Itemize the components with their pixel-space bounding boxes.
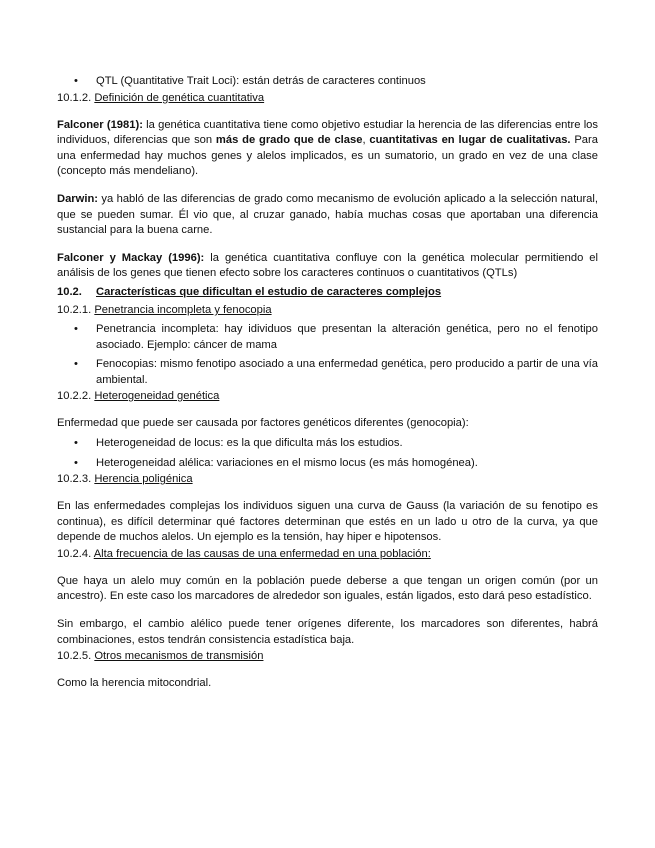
section-number: 10.2.3.	[57, 473, 92, 486]
section-number: 10.2.4.	[57, 547, 92, 560]
penetrance-list	[57, 322, 598, 388]
bullet-icon: •	[74, 75, 78, 87]
author-label: Darwin:	[57, 192, 99, 205]
frequency-paragraph-1: Que haya un alelo muy común en la población puede deberse a que tengan un origen común (por un ancestro). En este caso los marcadores de alrededor son iguales, están ligados, esto dará peso estadístico.	[57, 574, 598, 603]
qtl-list	[57, 74, 598, 90]
falconer-mackay-paragraph: Falconer y Mackay (1996): la genética cuantitativa confluye con la genética molecular permitiendo el análisis de los genes que tienen efecto sobre los caracteres continuos o cuantitativos (QTLs)	[57, 251, 598, 280]
section-heading-10-1-2	[57, 90, 598, 106]
bullet-icon: •	[74, 436, 78, 449]
list-item-text: Heterogeneidad de locus: es la que dificulta más los estudios.	[96, 436, 403, 449]
falconer-1981-paragraph: Falconer (1981): la genética cuantitativa tiene como objetivo estudiar la herencia de las diferencias entre los individuos, diferencias que son más de grado que de clase, cuantitativas en lugar de cualitativas. Para una enfermedad hay muchos genes y alelos implicados, es un sumatorio, un grado en vez de una clase (concepto más mendeliano).	[57, 118, 598, 178]
frequency-paragraph-2: Sin embargo, el cambio alélico puede tener orígenes diferente, los marcadores son diferentes, habrá combinaciones, estos tendrán consistencia estadística baja.	[57, 618, 598, 646]
section-title: Alta frecuencia de las causas de una enfermedad en una población:	[93, 547, 431, 560]
section-number: 10.2.5.	[57, 650, 92, 663]
section-heading-10-2-2	[57, 388, 598, 404]
list-item-text: QTL (Quantitative Trait Loci): están detrás de caracteres continuos	[96, 75, 426, 87]
list-item-text: Penetrancia incompleta: hay idividuos que presentan la alteración genética, pero no el fenotipo asociado. Ejemplo: cáncer de mama	[96, 322, 598, 351]
section-heading-10-2-4	[57, 546, 598, 562]
section-title: Características que dificultan el estudio de caracteres complejos	[96, 285, 442, 298]
section-title: Otros mecanismos de transmisión	[94, 650, 264, 663]
emphasis-text: cuantitativas en lugar de cualitativas.	[369, 134, 571, 147]
list-item-text: Heterogeneidad alélica: variaciones en el mismo locus (es más homogénea).	[96, 456, 478, 469]
section-title: Penetrancia incompleta y fenocopia	[94, 303, 272, 316]
list-item	[57, 74, 598, 90]
section-heading-10-2-1	[57, 302, 598, 318]
author-label: Falconer y Mackay (1996):	[57, 251, 205, 264]
section-heading-10-2-5	[57, 648, 598, 664]
section-title: Definición de genética cuantitativa	[94, 91, 265, 104]
section-title: Herencia poligénica	[94, 473, 193, 486]
bullet-icon: •	[74, 456, 78, 469]
list-item	[57, 456, 598, 472]
list-item-text: Fenocopias: mismo fenotipo asociado a una enfermedad genética, pero producido a partir de una vía ambiental.	[96, 358, 598, 386]
document-page	[57, 74, 598, 692]
heterogeneity-intro: Enfermedad que puede ser causada por factores genéticos diferentes (genocopia):	[57, 417, 469, 430]
polygenic-paragraph: En las enfermedades complejas los individuos siguen una curva de Gauss (la variación de su fenotipo es continua), es difícil determinar qué factores determinan que estés en un lado u otro de la curva, ya que depende de muchos alelos. Un ejemplo es la tensión, hay hiper e hipotensos.	[57, 500, 598, 544]
section-heading-10-2-3	[57, 471, 598, 487]
section-number: 10.1.2.	[57, 91, 92, 104]
section-number: 10.2.	[57, 285, 82, 298]
bullet-icon: •	[74, 358, 78, 371]
mitochondrial-paragraph: Como la herencia mitocondrial.	[57, 677, 212, 690]
list-item	[57, 322, 598, 353]
section-heading-10-2	[57, 284, 598, 300]
section-number: 10.2.1.	[57, 303, 92, 316]
section-number: 10.2.2.	[57, 390, 92, 403]
list-item	[57, 357, 598, 388]
heterogeneity-list	[57, 436, 598, 471]
darwin-paragraph: Darwin: ya habló de las diferencias de grado como mecanismo de evolución aplicado a la selección natural, que se pueden sumar. Él vio que, al cruzar ganado, había muchas cosas que aportaban una diferencia sustancial para la buena carne.	[57, 192, 598, 237]
author-label: Falconer (1981):	[57, 118, 143, 131]
emphasis-text: más de grado que de clase	[215, 134, 363, 147]
section-title: Heterogeneidad genética	[94, 390, 220, 403]
bullet-icon: •	[74, 322, 78, 335]
list-item	[57, 436, 598, 452]
